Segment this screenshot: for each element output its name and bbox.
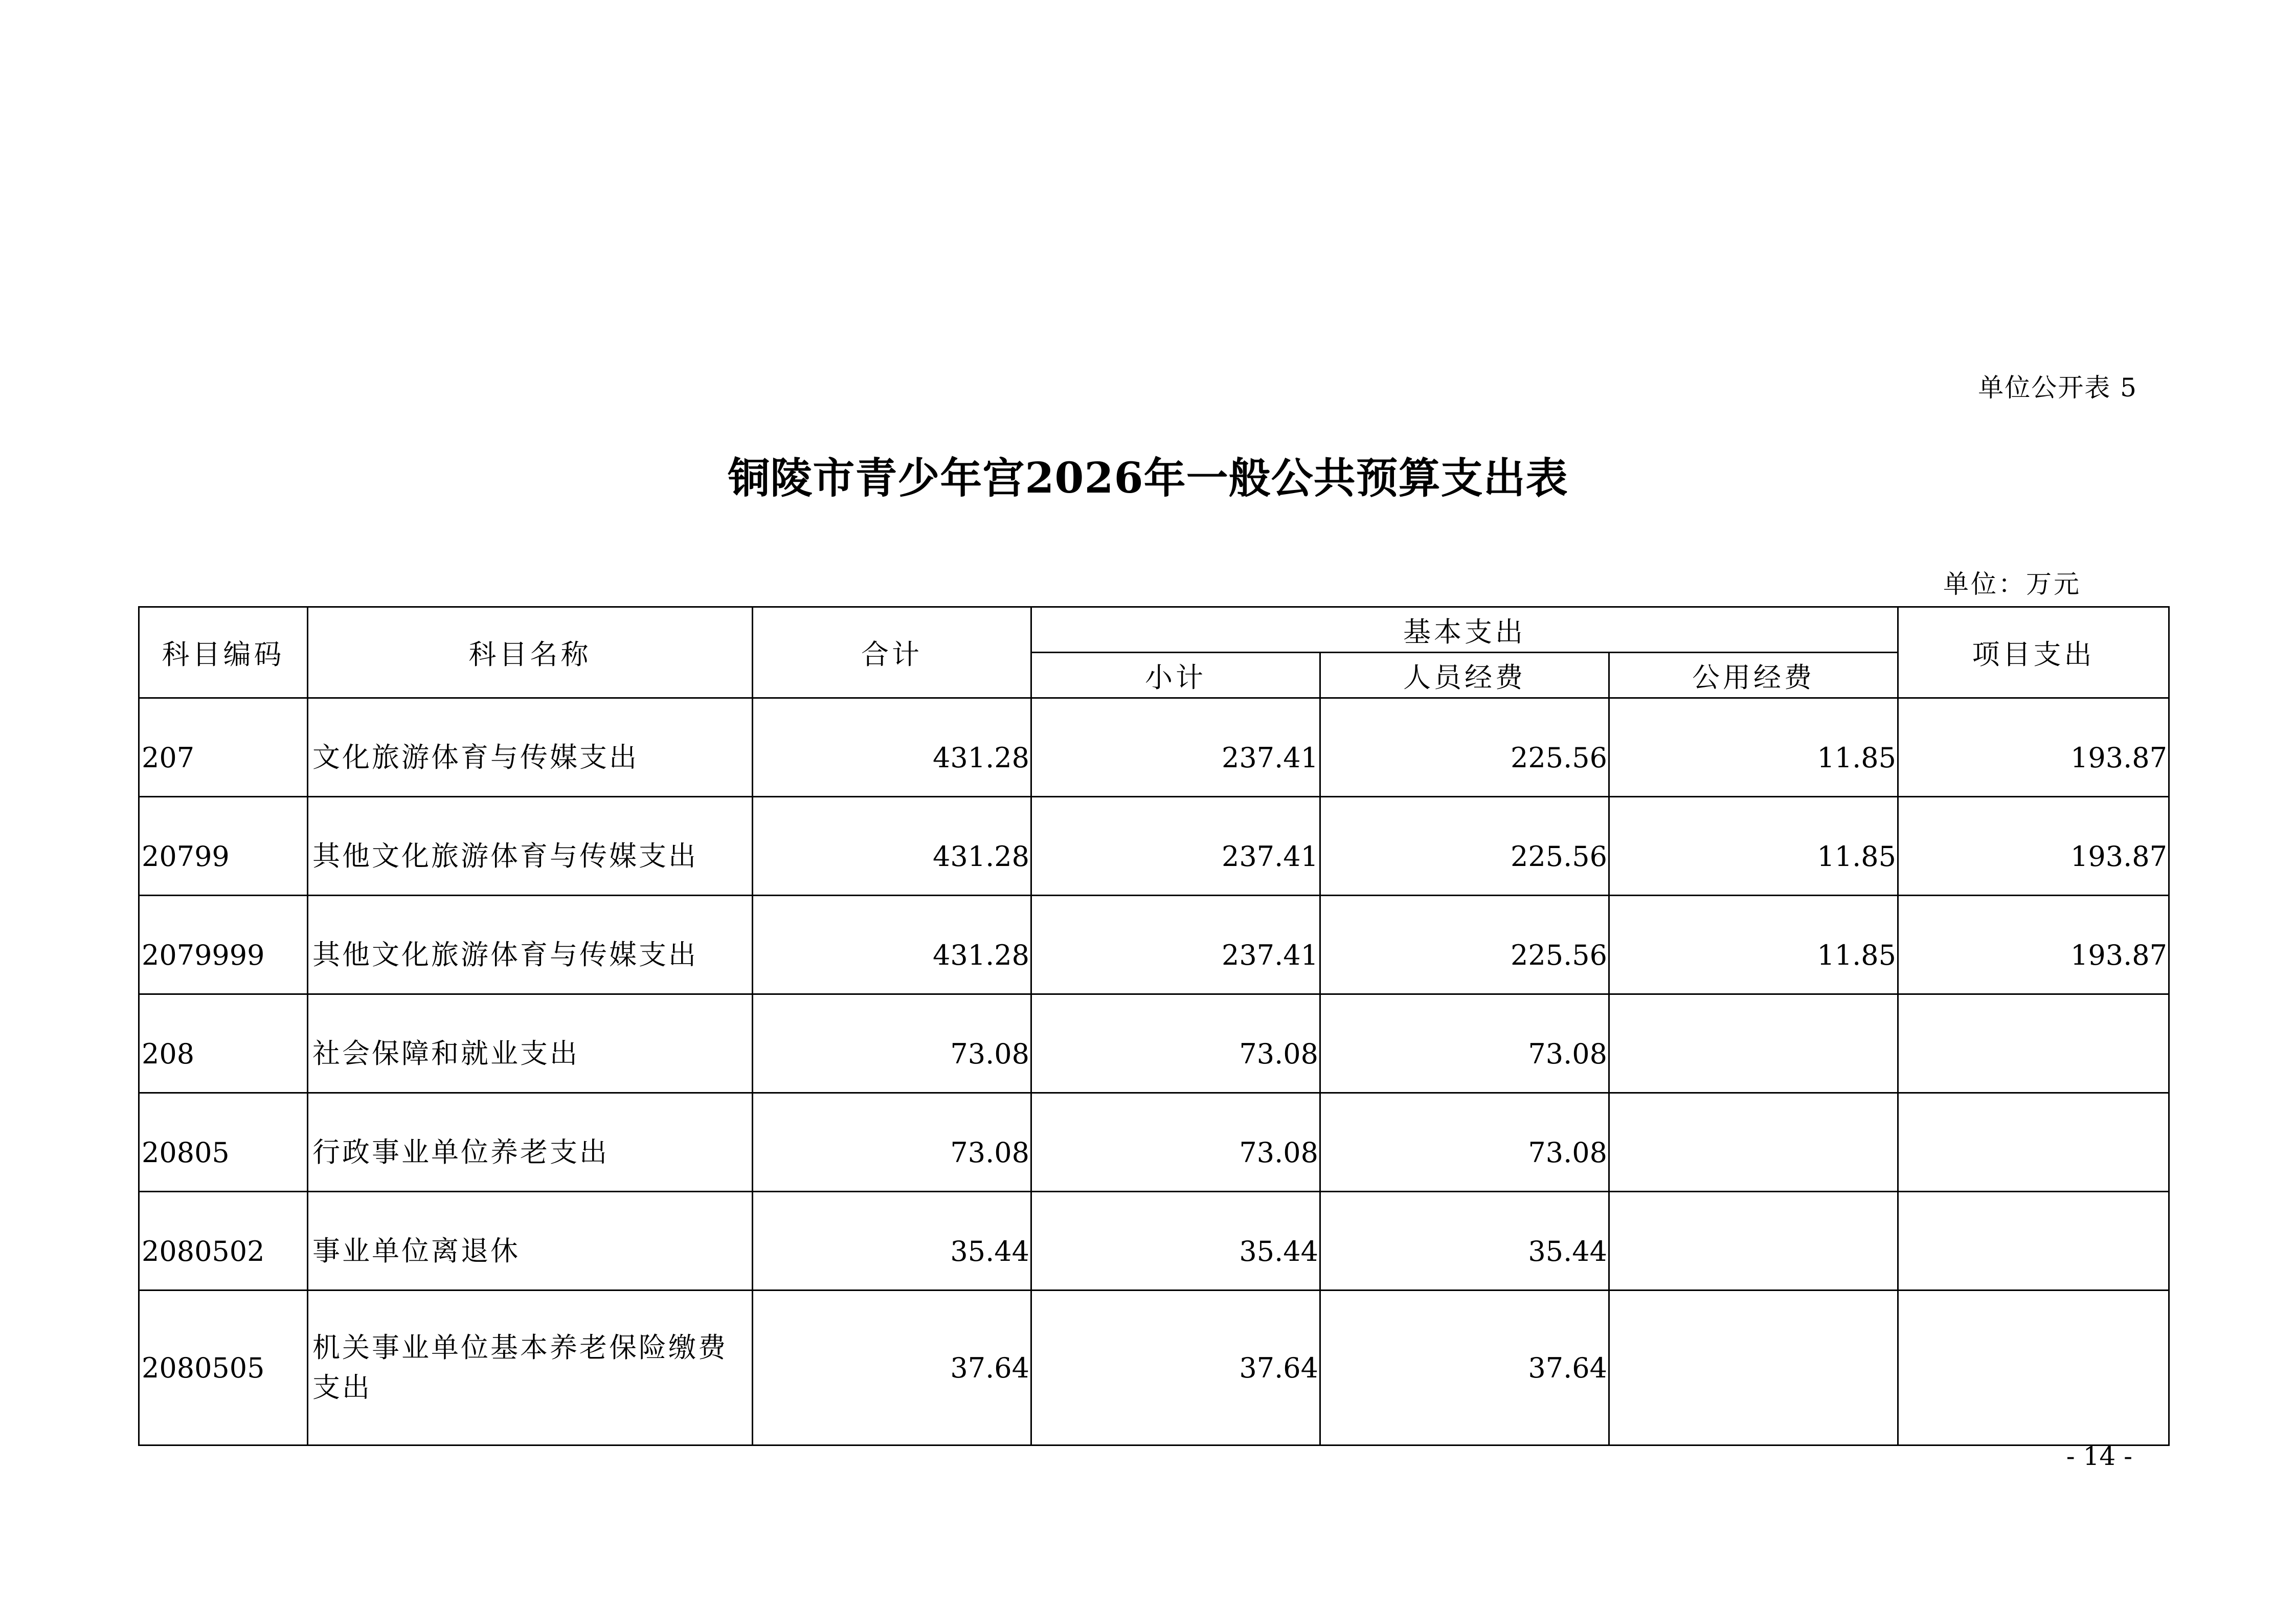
header-code: 科目编码 [139, 607, 308, 698]
cell-total: 73.08 [753, 994, 1031, 1093]
cell-personnel: 225.56 [1320, 896, 1609, 994]
cell-subtotal: 237.41 [1031, 896, 1320, 994]
cell-total: 431.28 [753, 797, 1031, 896]
cell-public-funds: 11.85 [1609, 698, 1898, 797]
cell-public-funds [1609, 994, 1898, 1093]
header-name: 科目名称 [308, 607, 753, 698]
cell-name: 机关事业单位基本养老保险缴费支出 [308, 1291, 753, 1445]
page-number: - 14 - [2066, 1441, 2132, 1471]
cell-code: 207 [139, 698, 308, 797]
cell-public-funds: 11.85 [1609, 797, 1898, 896]
cell-public-funds [1609, 1093, 1898, 1192]
cell-total: 431.28 [753, 896, 1031, 994]
cell-total: 35.44 [753, 1192, 1031, 1291]
unit-label: 单位：万元 [1943, 569, 2081, 599]
cell-name: 社会保障和就业支出 [308, 994, 753, 1093]
cell-project [1898, 1192, 2169, 1291]
cell-code: 20799 [139, 797, 308, 896]
cell-total: 73.08 [753, 1093, 1031, 1192]
table-row [139, 896, 2169, 994]
cell-total: 37.64 [753, 1291, 1031, 1445]
cell-subtotal: 237.41 [1031, 797, 1320, 896]
cell-name: 行政事业单位养老支出 [308, 1093, 753, 1192]
cell-public-funds: 11.85 [1609, 896, 1898, 994]
cell-project: 193.87 [1898, 698, 2169, 797]
table-row [139, 1093, 2169, 1192]
table-row [139, 698, 2169, 797]
header-total: 合计 [753, 607, 1031, 698]
cell-project [1898, 1093, 2169, 1192]
table-row [139, 994, 2169, 1093]
cell-total: 431.28 [753, 698, 1031, 797]
cell-name: 其他文化旅游体育与传媒支出 [308, 896, 753, 994]
header-project: 项目支出 [1898, 607, 2169, 698]
cell-code: 2079999 [139, 896, 308, 994]
cell-code: 20805 [139, 1093, 308, 1192]
cell-subtotal: 35.44 [1031, 1192, 1320, 1291]
cell-public-funds [1609, 1192, 1898, 1291]
header-basic: 基本支出 [1031, 607, 1898, 653]
table-row [139, 1192, 2169, 1291]
cell-personnel: 225.56 [1320, 797, 1609, 896]
cell-personnel: 37.64 [1320, 1291, 1609, 1445]
cell-personnel: 73.08 [1320, 994, 1609, 1093]
table-row [139, 797, 2169, 896]
cell-personnel: 73.08 [1320, 1093, 1609, 1192]
cell-code: 2080505 [139, 1291, 308, 1445]
cell-code: 208 [139, 994, 308, 1093]
table-row [139, 1291, 2169, 1445]
cell-personnel: 35.44 [1320, 1192, 1609, 1291]
cell-subtotal: 237.41 [1031, 698, 1320, 797]
cell-subtotal: 73.08 [1031, 1093, 1320, 1192]
cell-name: 事业单位离退休 [308, 1192, 753, 1291]
header-subtotal: 小计 [1031, 653, 1320, 698]
cell-project [1898, 994, 2169, 1093]
cell-project: 193.87 [1898, 896, 2169, 994]
cell-subtotal: 73.08 [1031, 994, 1320, 1093]
budget-table [138, 606, 2170, 1446]
cell-project: 193.87 [1898, 797, 2169, 896]
cell-code: 2080502 [139, 1192, 308, 1291]
cell-subtotal: 37.64 [1031, 1291, 1320, 1445]
cell-personnel: 225.56 [1320, 698, 1609, 797]
header-public-funds: 公用经费 [1609, 653, 1898, 698]
page-title: 铜陵市青少年宫2026年一般公共预算支出表 [728, 454, 1568, 503]
cell-public-funds [1609, 1291, 1898, 1445]
header-personnel: 人员经费 [1320, 653, 1609, 698]
cell-name: 文化旅游体育与传媒支出 [308, 698, 753, 797]
cell-name: 其他文化旅游体育与传媒支出 [308, 797, 753, 896]
form-number-label: 单位公开表 5 [1978, 373, 2137, 403]
cell-project [1898, 1291, 2169, 1445]
